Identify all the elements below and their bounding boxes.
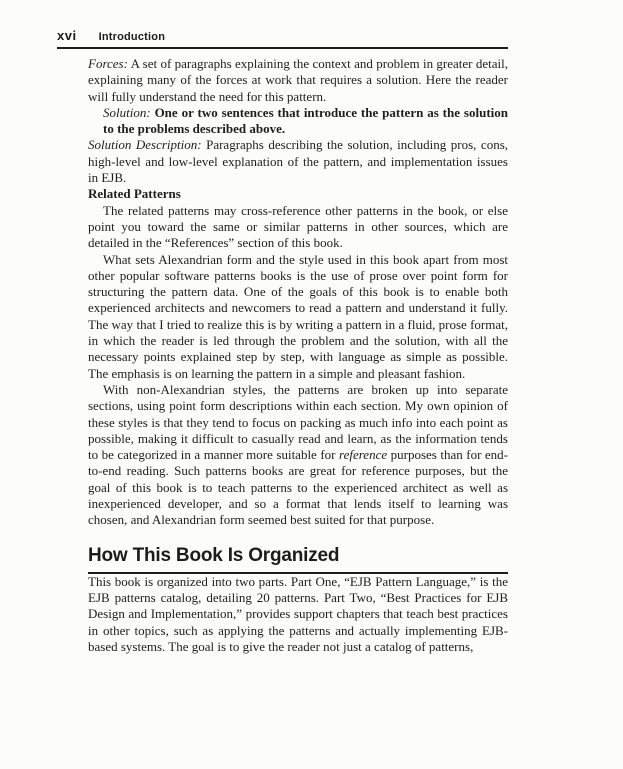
- non-alexandrian-text-pre: With non-Alexandrian styles, the patterns are broken up into separate sections, using point form descriptions within each section. My own opinion of these styles is that they tend to focus on packing as much info into each point as possible, making it difficult to casually read and learn, as the information tends to be categorized in a manner more suitable for: [88, 381, 508, 463]
- page-number: xvi: [57, 28, 77, 43]
- closing-paragraph: This book is organized into two parts. Part One, “EJB Pattern Language,” is the EJB patterns catalog, detailing 20 patterns. Part Two, “Best Practices for EJB Design and Implementation,” provides support chapters that teach best practices in other topics, such as applying the patterns and actually implementing EJB-based systems. The goal is to give the reader not just a catalog of patterns,: [88, 573, 508, 654]
- related-patterns-heading: Related Patterns: [88, 186, 181, 202]
- solution-description-label: Solution Description:: [88, 137, 202, 153]
- solution-label: Solution:: [103, 104, 151, 120]
- non-alexandrian-paragraph: [88, 382, 508, 529]
- section-heading-how-this-book-is-organized: How This Book Is Organized: [88, 544, 508, 574]
- related-patterns-paragraph: The related patterns may cross-reference other patterns in the book, or else point you toward the same or similar patterns in other sources, which are detailed in the “References” section of this book.: [88, 202, 508, 251]
- solution-description-text: Paragraphs describing the solution, including pros, cons, high-level and low-level explanation of the pattern, and implementation issues in EJB.: [88, 137, 509, 186]
- solution-text: One or two sentences that introduce the pattern as the solution to the problems described above.: [103, 104, 508, 137]
- forces-label: Forces:: [88, 56, 128, 71]
- forces-paragraph: [88, 56, 508, 105]
- running-head: [57, 28, 508, 49]
- solution-paragraph: [88, 105, 508, 138]
- non-alexandrian-text-post: purposes than for end-to-end reading. Such patterns books are great for reference purposes, but the goal of this book is to teach patterns to the experienced architect as well as inexperienced developer, and so a format that lends itself to learning was chosen, and Alexandrian form seemed best suited for that purpose.: [88, 447, 509, 528]
- alexandrian-form-paragraph: What sets Alexandrian form and the style used in this book apart from most other popular software patterns books is the use of prose over point form for structuring the pattern data. One of the goals of this book is to enable both experienced architects and newcomers to read a pattern and understand it fully. The way that I tried to realize this is by writing a pattern in a fluid, prose format, in which the reader is led through the problem and the solution, with all the necessary points explained step by step, with language as simple as possible. The emphasis is on learning the pattern in a simple and pleasant fashion.: [88, 251, 508, 381]
- text-column: [88, 56, 508, 655]
- forces-text: A set of paragraphs explaining the context and problem in greater detail, explaining many of the forces at work that requires a solution. Here the reader will fully understand the need for this pattern.: [88, 56, 508, 104]
- reference-emphasis: reference: [339, 447, 388, 463]
- solution-description-paragraph: [88, 137, 508, 186]
- running-head-title: Introduction: [98, 31, 166, 43]
